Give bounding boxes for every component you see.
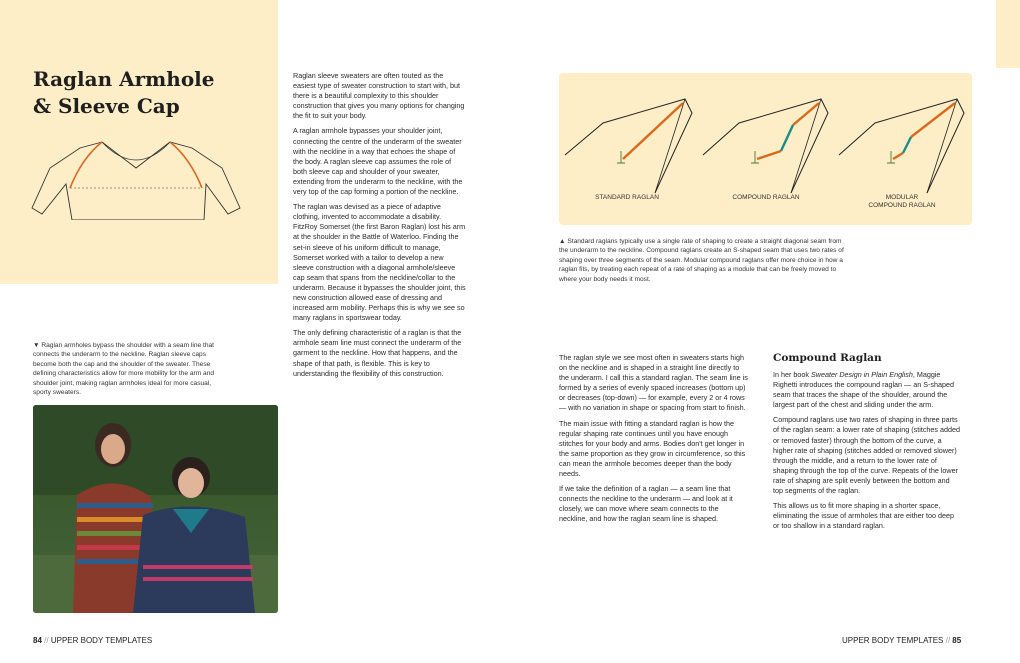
page-number: 84 <box>33 636 42 645</box>
raglan-types-diagram <box>559 73 972 225</box>
left-caption: ▼ Raglan armholes bypass the shoulder with a seam line that connects the underarm to the neckline. Raglan sleeve caps become both the cap and the shoulder of the sweater. These defining characteristics allow for more mobility for the arm and shoulder joint, making raglan armholes ideal for more casual, sporty sweaters. <box>33 342 215 397</box>
footer-section-title: UPPER BODY TEMPLATES <box>50 636 153 645</box>
title-line-2: & Sleeve Cap <box>33 94 180 118</box>
right-caption: ▲ Standard raglans typically use a single rate of shaping to create a straight diagonal seam from the underarm to the neckline. Compound raglans create an S-shaped seam that uses two rates of shaping over three segments of the seam. Modular compound raglans offer more choice in how a raglan fits, by treating each repeat of a rate of shaping as a module that can be freely moved to where your body needs it most. <box>559 238 844 283</box>
paragraph <box>773 370 960 410</box>
standard-raglan-diagram <box>565 99 692 193</box>
footer-separator: // <box>44 636 49 645</box>
paragraph: Raglan sleeve sweaters are often touted as the easiest type of sweater construction to start with, but there is a beautiful complexity to this shoulder construction that gives you many options for changing the fit to suit your body. <box>293 71 465 121</box>
compound-raglan-diagram <box>703 99 828 193</box>
intro-text-column <box>293 71 466 384</box>
page-title <box>33 66 273 120</box>
label-standard-raglan: STANDARD RAGLAN <box>595 194 659 201</box>
footer-right <box>842 636 961 645</box>
photo-two-women-sweaters <box>33 405 278 613</box>
modular-compound-raglan-diagram <box>839 99 964 193</box>
paragraph: Compound raglans use two rates of shaping in three parts of the raglan seam: a lower rate of shaping (stitches added or removed faster) through the bottom of the curve, a higher rate of shaping (stitches added or removed slower) through the middle, and a return to the lower rate of shaping through the top of the curve. Repeats of the lower rate of shaping are split evenly between the bottom and top segments of the raglan. <box>773 415 960 496</box>
paragraph: A raglan armhole bypasses your shoulder joint, connecting the centre of the underarm of the sweater with the neckline in a way that echoes the shape of the body. A raglan sleeve cap assumes the role of both sleeve cap and shoulder of your sweater, extending from the underarm to the neckline, with the very top of the cap forming a portion of the neckline. <box>293 126 463 197</box>
footer-separator: // <box>945 636 951 645</box>
paragraph: This allows us to fit more shaping in a shorter space, eliminating the issue of armholes that are either too deep or too shallow in a standard raglan. <box>773 501 954 531</box>
book-title: Sweater Design in Plain English <box>810 370 913 379</box>
paragraph: The main issue with fitting a standard raglan is how the regular shaping rate continues until you have enough stitches for your body and arms. Bodies don't get longer in the same proportion as they grow in circumference, so this can mean the armhole becomes deeper than the body needs. <box>559 418 746 479</box>
raglan-sweater-illustration <box>28 138 244 220</box>
title-line-1: Raglan Armhole <box>33 67 215 91</box>
page-number: 85 <box>952 636 962 645</box>
photo-illustration <box>33 405 278 613</box>
paragraph: The raglan style we see most often in sweaters starts high on the neckline and is shaped in a straight line directly to the underarm. I call this a standard raglan. The seam line is formed by a series of evenly spaced increases (bottom up) or decreases (top-down) — for example, every 2 or 4 rows — with no variation in shape or spacing from start to finish. <box>559 353 748 413</box>
paragraph: The only defining characteristic of a raglan is that the armhole seam line must connect the underarm of the garment to the neckline. How that happens, and the shape of that path, is flexible. This is key to understanding the flexibility of this construction. <box>293 328 462 378</box>
footer-left <box>33 636 152 645</box>
compound-raglan-text-column <box>773 370 960 536</box>
raglan-diagrams <box>559 73 972 225</box>
right-edge-tab <box>996 0 1020 68</box>
standard-raglan-text-column <box>559 353 748 530</box>
label-modular-compound-raglan: COMPOUND RAGLAN <box>868 202 936 209</box>
paragraph: If we take the definition of a raglan — a seam line that connects the neckline to the underarm — and look at it closely, we can move where seam connects to the neckline, and how the raglan seam line is shaped. <box>559 484 733 524</box>
text-segment: , Maggie Righetti introduces the compound raglan — an S-shaped seam that traces the shape of the shoulder, around the largest part of the chest and sliding under the arm. <box>773 370 954 410</box>
section-heading: Compound Raglan <box>773 352 882 364</box>
text-segment: In her book <box>773 370 811 379</box>
paragraph: The raglan was devised as a piece of adaptive clothing, invented to accommodate a disability. FitzRoy Somerset (the first Baron Raglan) lost his arm at the shoulder in the Battle of Waterloo. Finding the set-in sleeve of his uniform difficult to manage, Somerset worked with a tailor to develop a new sleeve construction with a diagonal armhole/sleeve cap seam that spans from the neckline/collar to the underarm. Because it bypasses the shoulder joint, this new construction allowed ease of dressing and increased arm mobility. Perhaps this is why we see so many raglans in sportswear today. <box>293 202 466 323</box>
footer-section-title: UPPER BODY TEMPLATES <box>842 636 944 645</box>
label-modular: MODULAR <box>885 194 919 201</box>
label-compound-raglan: COMPOUND RAGLAN <box>732 194 800 201</box>
